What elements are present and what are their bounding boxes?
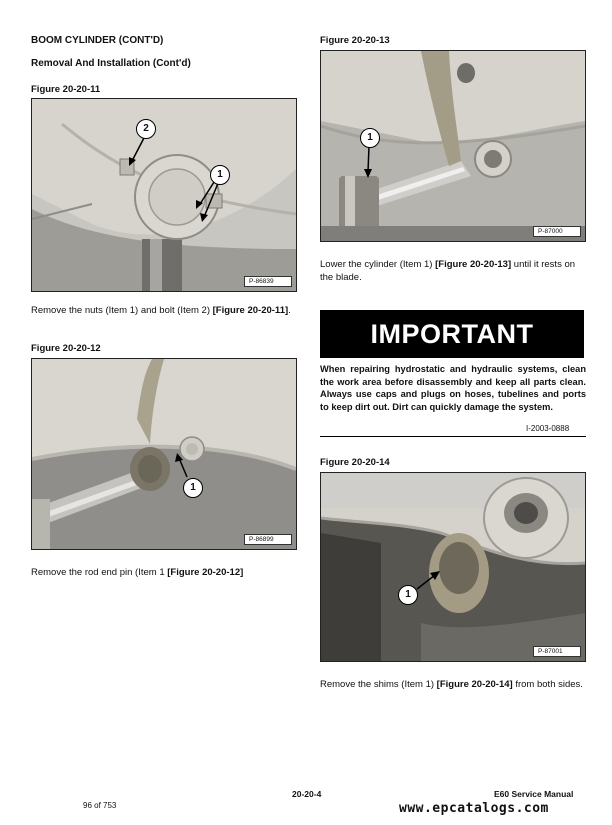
important-code: I-2003-0888 <box>526 424 570 433</box>
callout-1: 1 <box>210 165 230 185</box>
section-title: BOOM CYLINDER (CONT'D) <box>31 35 164 46</box>
callout-1: 1 <box>398 585 418 605</box>
figure-20-20-11-callouts <box>32 99 296 291</box>
figure-20-20-11-caption: Remove the nuts (Item 1) and bolt (Item 2) [Figure 20-20-11]. <box>31 305 291 316</box>
callout-2: 2 <box>136 119 156 139</box>
figure-20-20-12-photo <box>31 358 297 550</box>
callout-1: 1 <box>360 128 380 148</box>
figure-20-20-13-caption: Lower the cylinder (Item 1) [Figure 20-20-13] until it rests on the blade. <box>320 259 576 283</box>
figure-20-20-14-callouts <box>321 473 585 661</box>
manual-title: E60 Service Manual <box>494 789 574 799</box>
figure-20-20-13-callouts <box>321 51 585 241</box>
photo-code: P-86839 <box>244 276 292 287</box>
important-text: When repairing hydrostatic and hydraulic systems, clean the work area before disassembly and keep all parts clean. Always use caps and plugs on hoses, tubelines and ports to keep dirt out. Dirt can quickly damage the system. <box>320 364 586 412</box>
figure-20-20-14-caption: Remove the shims (Item 1) [Figure 20-20-14] from both sides. <box>320 679 583 690</box>
figure-20-20-14-label: Figure 20-20-14 <box>320 457 390 468</box>
figure-20-20-13-photo <box>320 50 586 242</box>
photo-code: P-87001 <box>533 646 581 657</box>
figure-20-20-12-caption: Remove the rod end pin (Item 1 [Figure 20-20-12] <box>31 567 244 578</box>
figure-20-20-11-photo <box>31 98 297 292</box>
figure-20-20-13-label: Figure 20-20-13 <box>320 35 390 46</box>
page-number: 20-20-4 <box>292 789 322 799</box>
important-divider <box>320 436 586 437</box>
figure-20-20-14-photo <box>320 472 586 662</box>
photo-code: P-86899 <box>244 534 292 545</box>
figure-20-20-12-callouts <box>32 359 296 549</box>
callout-1: 1 <box>183 478 203 498</box>
figure-20-20-12-label: Figure 20-20-12 <box>31 343 101 354</box>
watermark: www.epcatalogs.com <box>399 801 549 816</box>
important-banner: IMPORTANT <box>320 310 584 358</box>
figure-20-20-11-label: Figure 20-20-11 <box>31 84 101 95</box>
page-counter: 96 of 753 <box>83 801 117 810</box>
subsection-title: Removal And Installation (Cont'd) <box>31 58 191 69</box>
photo-code: P-87000 <box>533 226 581 237</box>
